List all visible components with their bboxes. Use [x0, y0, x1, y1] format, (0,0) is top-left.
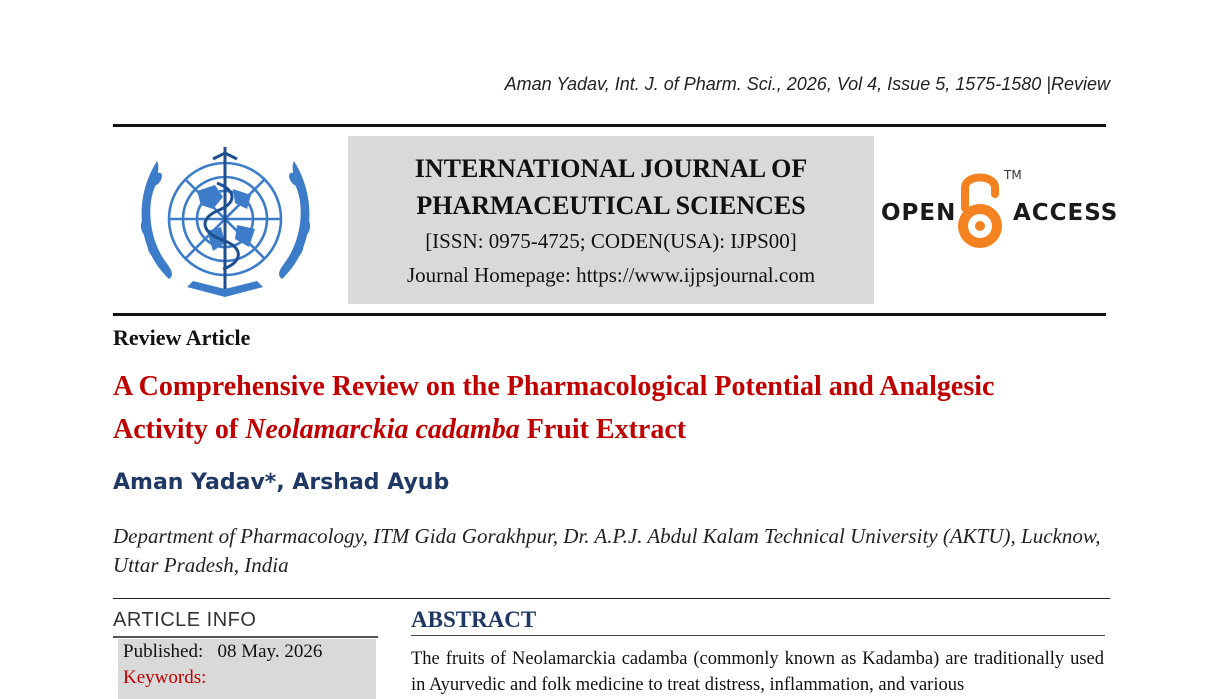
section-divider	[113, 598, 1110, 599]
article-info-rule	[113, 636, 378, 638]
abstract-rule	[411, 635, 1105, 636]
header-rule-top	[113, 124, 1106, 127]
abstract-text: The fruits of Neolamarckia cadamba (commonly known as Kadamba) are traditionally used in Ayurvedic and folk medicine to treat distress, inflammation, and various	[411, 649, 1104, 695]
article-type: Review Article	[113, 325, 251, 350]
journal-title-line2: PHARMACEUTICAL SCIENCES	[416, 191, 806, 220]
abstract-heading: ABSTRACT	[411, 607, 537, 632]
trademark-mark: TM	[1004, 168, 1022, 182]
journal-homepage[interactable]: Journal Homepage: https://www.ijpsjournal.com	[406, 263, 816, 287]
open-lock-icon	[953, 168, 1007, 252]
open-access-word-access: ACCESS	[1013, 200, 1119, 226]
open-access-word-open: OPEN	[881, 200, 957, 226]
header-rule-bottom	[113, 313, 1106, 316]
article-info-heading: ARTICLE INFO	[113, 609, 257, 631]
article-title-part1: A Comprehensive Review on the Pharmacological Potential and Analgesic Activity of	[113, 371, 995, 445]
open-access-logo	[880, 168, 1119, 252]
article-title-part2: Fruit Extract	[519, 414, 687, 445]
journal-issn: [ISSN: 0975-4725; CODEN(USA): IJPS00]	[425, 229, 797, 253]
journal-title-line1: INTERNATIONAL JOURNAL OF	[414, 154, 808, 183]
journal-emblem-logo	[127, 139, 324, 305]
journal-masthead-box	[348, 136, 874, 304]
running-head: Aman Yadav, Int. J. of Pharm. Sci., 2026, Vol 4, Issue 5, 1575-1580 |Review	[504, 74, 1110, 94]
published-date: Published: 08 May. 2026	[123, 641, 323, 662]
article-title-species: Neolamarckia cadamba	[245, 414, 520, 445]
author-affiliation: Department of Pharmacology, ITM Gida Gorakhpur, Dr. A.P.J. Abdul Kalam Technical University (AKTU), Lucknow, Uttar Pradesh, India	[113, 524, 1101, 577]
article-authors: Aman Yadav*, Arshad Ayub	[113, 470, 450, 495]
keywords-label: Keywords:	[123, 667, 207, 688]
article-title	[113, 365, 1093, 451]
